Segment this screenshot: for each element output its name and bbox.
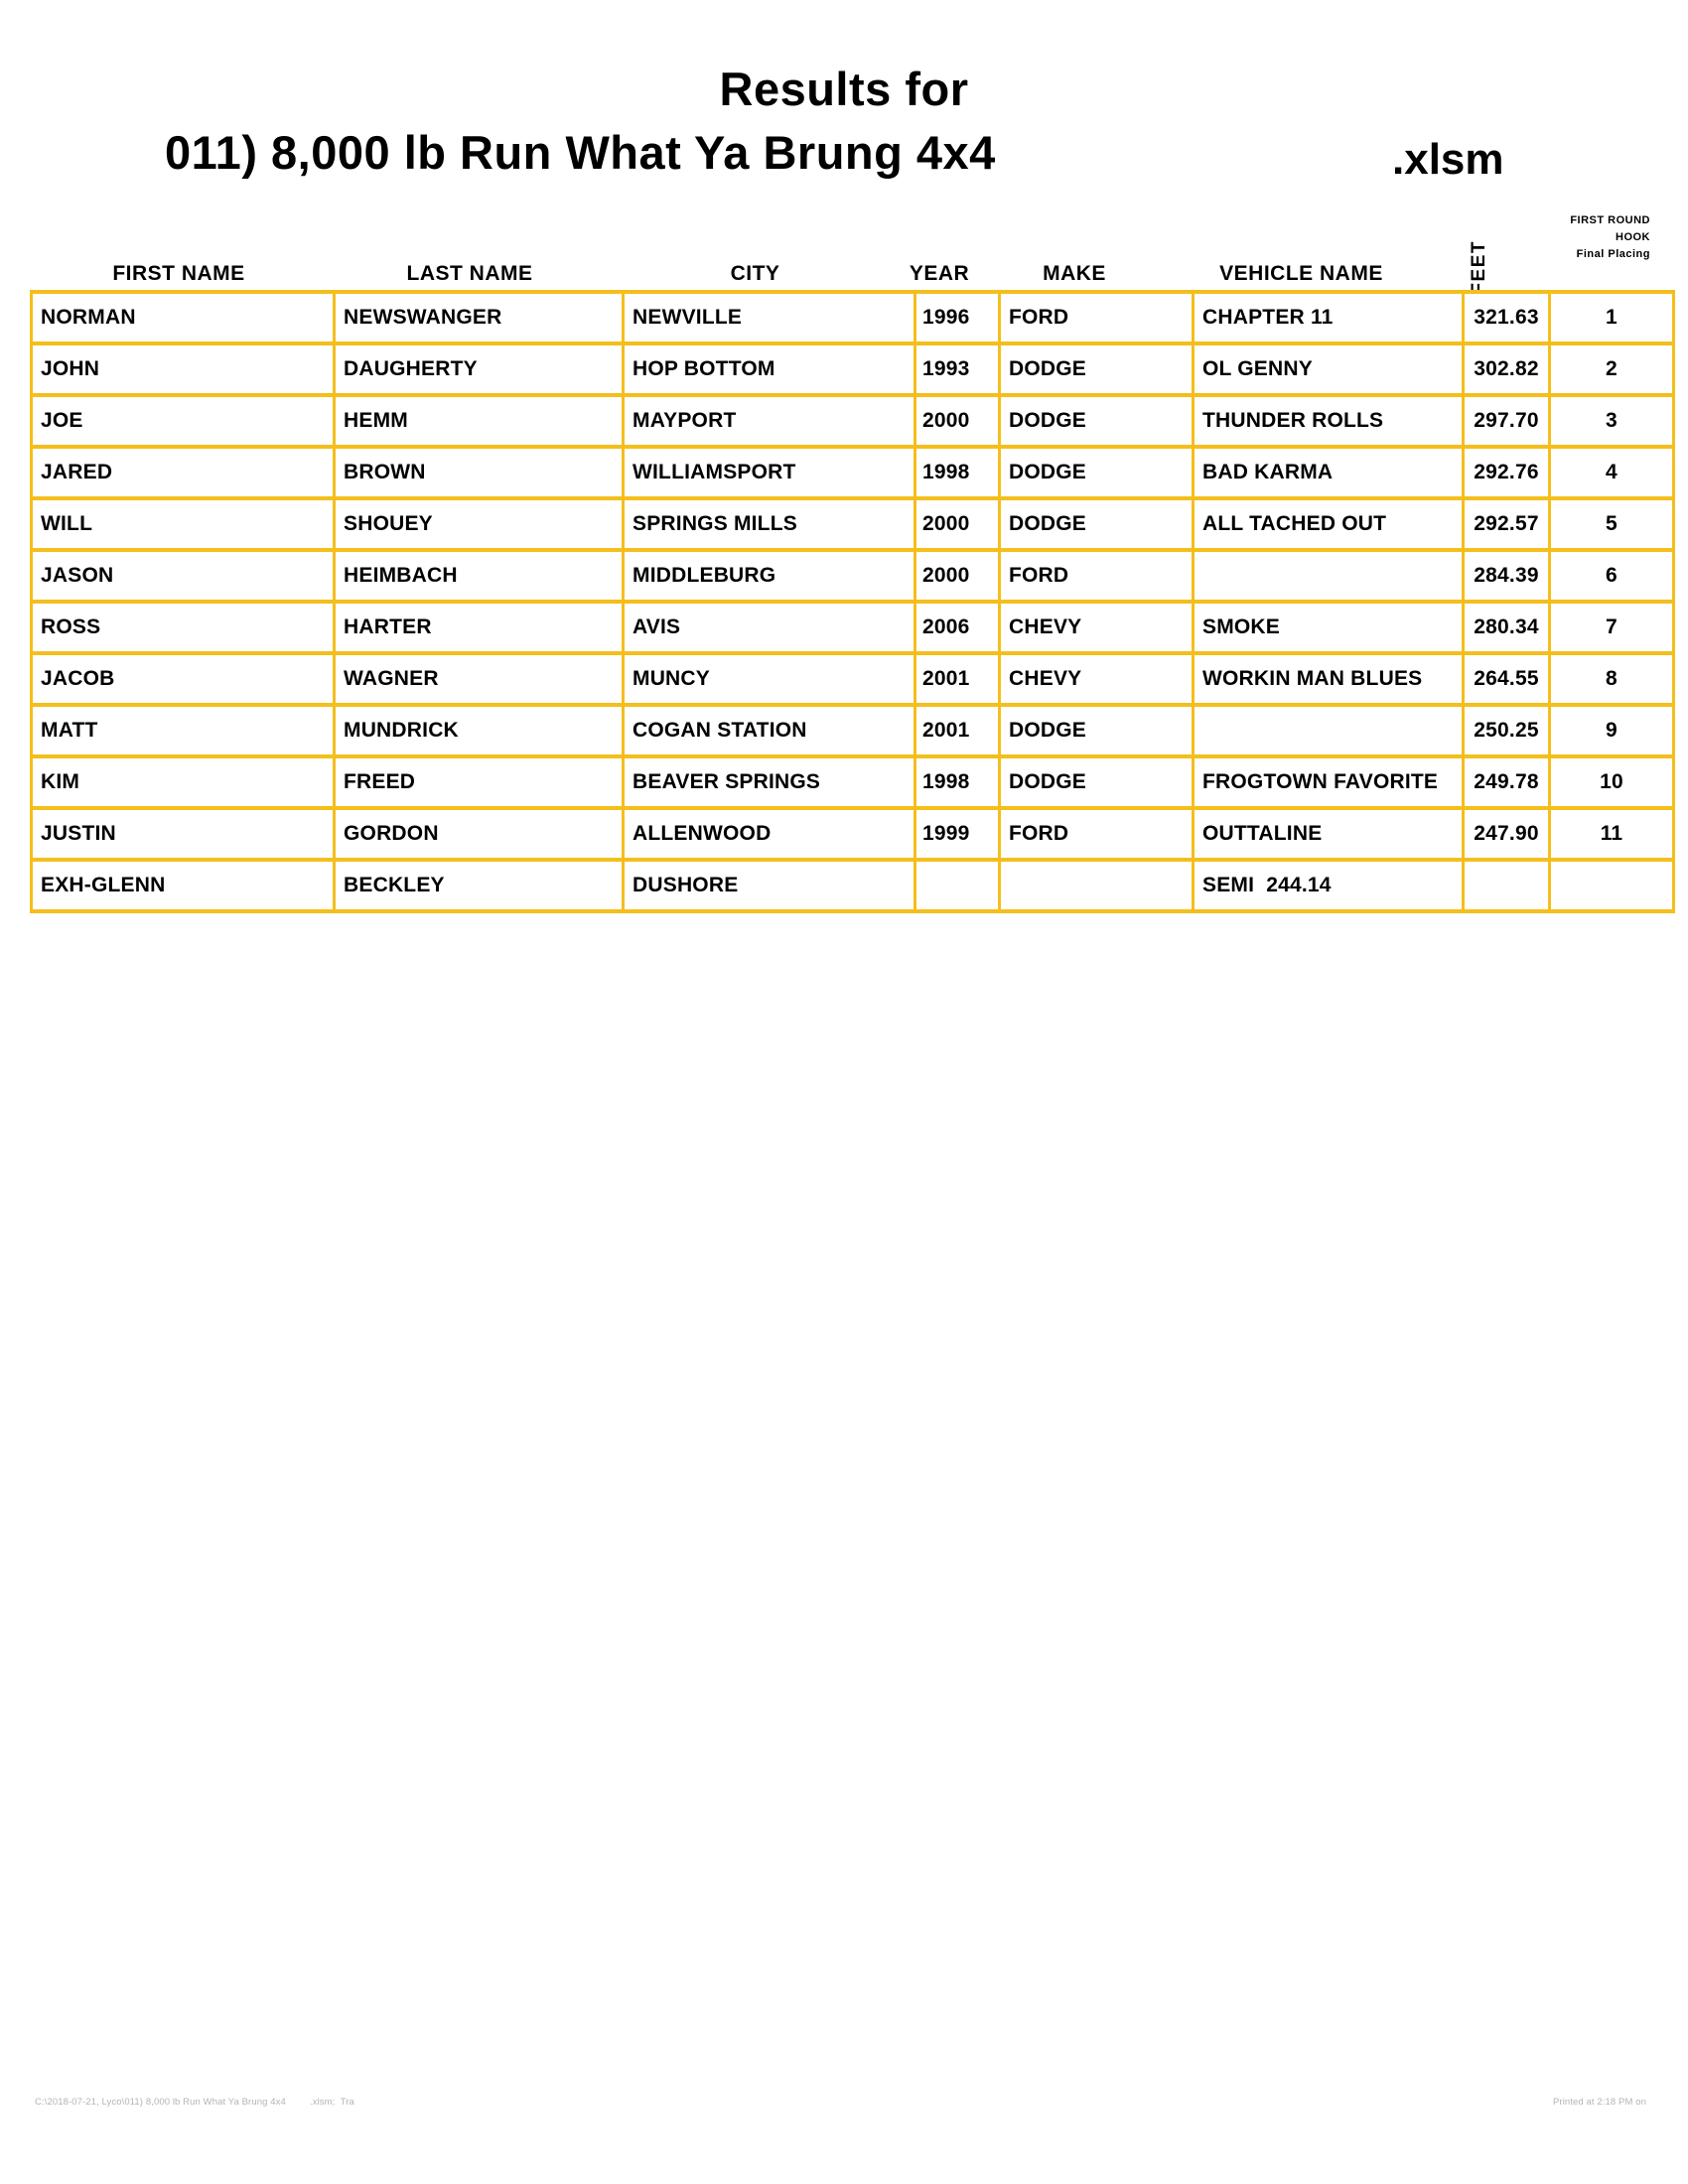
- table-cell: 264.55: [1464, 653, 1550, 705]
- feet-vertical-label: FEET: [1468, 240, 1489, 295]
- table-row: [32, 705, 1674, 756]
- table-cell: DODGE: [1000, 343, 1194, 395]
- table-cell: GORDON: [335, 808, 624, 860]
- table-row: [32, 653, 1674, 705]
- table-cell: BROWN: [335, 447, 624, 498]
- table-row: [32, 343, 1674, 395]
- table-cell: 2: [1550, 343, 1674, 395]
- column-header-first-name: FIRST NAME: [112, 262, 245, 285]
- table-cell: 3: [1550, 395, 1674, 447]
- table-row: [32, 498, 1674, 550]
- table-cell: 2006: [915, 602, 1000, 653]
- table-cell: [1194, 705, 1464, 756]
- column-header-year: YEAR: [909, 262, 970, 285]
- column-header-vehicle-name: VEHICLE NAME: [1219, 262, 1383, 285]
- table-cell: MIDDLEBURG: [624, 550, 915, 602]
- table-cell: DODGE: [1000, 756, 1194, 808]
- table-cell: 2000: [915, 395, 1000, 447]
- table-cell: BAD KARMA: [1194, 447, 1464, 498]
- table-cell: DODGE: [1000, 447, 1194, 498]
- table-row: [32, 756, 1674, 808]
- table-cell: WILL: [32, 498, 335, 550]
- column-header-city: CITY: [730, 262, 780, 285]
- table-cell: JOE: [32, 395, 335, 447]
- file-extension-label: .xlsm: [1392, 135, 1504, 184]
- column-headers-row: [30, 203, 1650, 295]
- table-row: [32, 550, 1674, 602]
- table-cell: 284.39: [1464, 550, 1550, 602]
- table-cell: HARTER: [335, 602, 624, 653]
- footer-file-path-fragment: .xlsm; Tra: [310, 2097, 354, 2108]
- table-cell: EXH-GLENN: [32, 860, 335, 911]
- table-cell: [1000, 860, 1194, 911]
- table-cell: OL GENNY: [1194, 343, 1464, 395]
- table-cell: NEWVILLE: [624, 292, 915, 343]
- table-cell: 6: [1550, 550, 1674, 602]
- table-cell: FORD: [1000, 292, 1194, 343]
- table-cell: DUSHORE: [624, 860, 915, 911]
- table-cell: BECKLEY: [335, 860, 624, 911]
- table-cell: 1993: [915, 343, 1000, 395]
- table-cell: HEMM: [335, 395, 624, 447]
- table-cell: 2000: [915, 550, 1000, 602]
- table-cell: 9: [1550, 705, 1674, 756]
- column-header-last-name: LAST NAME: [406, 262, 533, 285]
- table-row: [32, 292, 1674, 343]
- column-header-feet: [1434, 203, 1523, 295]
- table-cell: 11: [1550, 808, 1674, 860]
- hook-header-line-2: HOOK: [1616, 231, 1650, 243]
- table-cell: SPRINGS MILLS: [624, 498, 915, 550]
- table-cell: CHEVY: [1000, 602, 1194, 653]
- table-cell: AVIS: [624, 602, 915, 653]
- table-cell: 292.76: [1464, 447, 1550, 498]
- table-cell: 247.90: [1464, 808, 1550, 860]
- table-cell: 1996: [915, 292, 1000, 343]
- event-class-title: 011) 8,000 lb Run What Ya Brung 4x4: [165, 126, 996, 179]
- table-cell: [1194, 550, 1464, 602]
- table-cell: CHAPTER 11: [1194, 292, 1464, 343]
- table-cell: KIM: [32, 756, 335, 808]
- table-cell: NORMAN: [32, 292, 335, 343]
- table-cell: 1: [1550, 292, 1674, 343]
- table-cell: 10: [1550, 756, 1674, 808]
- table-cell: FORD: [1000, 808, 1194, 860]
- table-cell: MUNDRICK: [335, 705, 624, 756]
- table-cell: MATT: [32, 705, 335, 756]
- table-cell: MAYPORT: [624, 395, 915, 447]
- table-cell: 1998: [915, 447, 1000, 498]
- table-cell: 1999: [915, 808, 1000, 860]
- table-cell: MUNCY: [624, 653, 915, 705]
- results-table: [30, 290, 1675, 913]
- table-cell: 280.34: [1464, 602, 1550, 653]
- table-cell: 250.25: [1464, 705, 1550, 756]
- table-cell: JUSTIN: [32, 808, 335, 860]
- table-cell: 249.78: [1464, 756, 1550, 808]
- table-cell: BEAVER SPRINGS: [624, 756, 915, 808]
- page-title: Results for: [719, 63, 969, 115]
- footer-printed-timestamp: Printed at 2:18 PM on: [1553, 2097, 1646, 2108]
- results-table-body: [32, 292, 1674, 911]
- hook-header-line-1: FIRST ROUND: [1570, 214, 1650, 226]
- table-cell: FORD: [1000, 550, 1194, 602]
- table-cell: DODGE: [1000, 395, 1194, 447]
- table-cell: 8: [1550, 653, 1674, 705]
- table-row: [32, 602, 1674, 653]
- table-cell: OUTTALINE: [1194, 808, 1464, 860]
- table-cell: HOP BOTTOM: [624, 343, 915, 395]
- table-cell: JASON: [32, 550, 335, 602]
- table-cell: NEWSWANGER: [335, 292, 624, 343]
- table-cell: 321.63: [1464, 292, 1550, 343]
- footer-file-path: C:\2018-07-21, Lyco\011) 8,000 lb Run What Ya Brung 4x4: [35, 2097, 286, 2108]
- table-cell: ALL TACHED OUT: [1194, 498, 1464, 550]
- table-cell: 7: [1550, 602, 1674, 653]
- table-cell: SEMI 244.14: [1194, 860, 1464, 911]
- table-cell: 5: [1550, 498, 1674, 550]
- table-cell: HEIMBACH: [335, 550, 624, 602]
- table-cell: WILLIAMSPORT: [624, 447, 915, 498]
- table-cell: JARED: [32, 447, 335, 498]
- table-cell: WAGNER: [335, 653, 624, 705]
- table-cell: DAUGHERTY: [335, 343, 624, 395]
- table-cell: WORKIN MAN BLUES: [1194, 653, 1464, 705]
- table-row: [32, 447, 1674, 498]
- table-cell: JACOB: [32, 653, 335, 705]
- table-cell: 297.70: [1464, 395, 1550, 447]
- table-cell: 302.82: [1464, 343, 1550, 395]
- column-header-make: MAKE: [1043, 262, 1106, 285]
- table-cell: 292.57: [1464, 498, 1550, 550]
- table-row: [32, 395, 1674, 447]
- table-cell: DODGE: [1000, 498, 1194, 550]
- table-cell: SMOKE: [1194, 602, 1464, 653]
- table-cell: FREED: [335, 756, 624, 808]
- table-cell: 4: [1550, 447, 1674, 498]
- table-cell: JOHN: [32, 343, 335, 395]
- table-cell: DODGE: [1000, 705, 1194, 756]
- table-cell: CHEVY: [1000, 653, 1194, 705]
- column-header-final-placing: [1523, 203, 1650, 288]
- table-row: [32, 860, 1674, 911]
- table-cell: 2000: [915, 498, 1000, 550]
- table-cell: 2001: [915, 653, 1000, 705]
- table-cell: COGAN STATION: [624, 705, 915, 756]
- table-row: [32, 808, 1674, 860]
- table-cell: ROSS: [32, 602, 335, 653]
- table-cell: THUNDER ROLLS: [1194, 395, 1464, 447]
- hook-header-line-3: Final Placing: [1576, 248, 1650, 260]
- table-cell: [1464, 860, 1550, 911]
- table-cell: ALLENWOOD: [624, 808, 915, 860]
- table-cell: SHOUEY: [335, 498, 624, 550]
- table-cell: 2001: [915, 705, 1000, 756]
- table-cell: 1998: [915, 756, 1000, 808]
- table-cell: [915, 860, 1000, 911]
- table-cell: [1550, 860, 1674, 911]
- table-cell: FROGTOWN FAVORITE: [1194, 756, 1464, 808]
